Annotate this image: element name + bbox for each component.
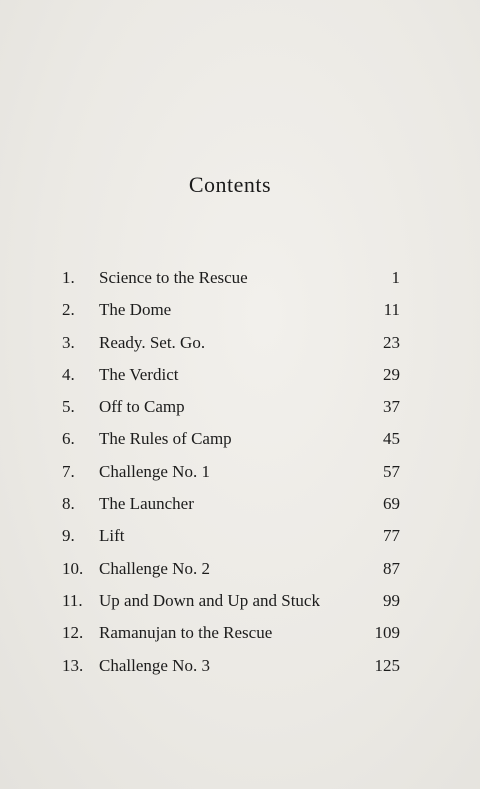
chapter-title: Ramanujan to the Rescue xyxy=(99,623,273,643)
toc-entry xyxy=(62,391,400,423)
toc-entry xyxy=(62,262,400,294)
chapter-title: Challenge No. 3 xyxy=(99,655,210,675)
chapter-title: Lift xyxy=(99,526,125,546)
page-number: 1 xyxy=(391,268,400,287)
chapter-number: 12. xyxy=(62,623,84,643)
toc-entry xyxy=(62,359,400,391)
chapter-number: 2. xyxy=(62,300,75,320)
chapter-title: The Rules of Camp xyxy=(99,429,232,449)
page-number: 23 xyxy=(383,332,400,352)
toc-entry xyxy=(62,553,400,585)
table-of-contents xyxy=(62,262,400,682)
chapter-number: 3. xyxy=(62,332,75,352)
page-number: 37 xyxy=(383,397,400,417)
chapter-title: Off to Camp xyxy=(99,397,185,417)
page-number: 99 xyxy=(383,590,400,610)
page-number: 45 xyxy=(383,429,400,449)
page-title: Contents xyxy=(188,172,272,197)
toc-entry xyxy=(62,423,400,455)
page-number: 125 xyxy=(374,655,400,675)
page-number: 87 xyxy=(383,558,400,578)
chapter-number: 7. xyxy=(62,461,75,481)
chapter-title: The Dome xyxy=(99,300,172,320)
chapter-title: The Launcher xyxy=(99,494,194,514)
page-number: 77 xyxy=(383,526,400,546)
toc-entry xyxy=(62,327,400,359)
chapter-title: Challenge No. 1 xyxy=(99,461,210,481)
chapter-number: 5. xyxy=(62,397,75,417)
chapter-number: 10. xyxy=(62,558,84,578)
toc-entry xyxy=(62,585,400,617)
page-number: 69 xyxy=(383,494,400,514)
chapter-number: 1. xyxy=(62,268,75,287)
chapter-number: 8. xyxy=(62,494,75,514)
chapter-number: 6. xyxy=(62,429,75,449)
chapter-title: Ready. Set. Go. xyxy=(99,332,206,352)
chapter-title: The Verdict xyxy=(99,364,179,384)
chapter-title: Science to the Rescue xyxy=(99,268,248,287)
toc-entry xyxy=(62,488,400,520)
toc-entry xyxy=(62,650,400,682)
toc-entry xyxy=(62,294,400,326)
toc-entry xyxy=(62,617,400,649)
chapter-number: 9. xyxy=(62,526,75,546)
toc-entry xyxy=(62,520,400,552)
chapter-number: 11. xyxy=(62,590,83,610)
page-number: 11 xyxy=(383,300,400,320)
page-number: 57 xyxy=(383,461,400,481)
toc-entry xyxy=(62,456,400,488)
chapter-title: Challenge No. 2 xyxy=(99,558,210,578)
page-number: 109 xyxy=(374,623,400,643)
chapter-number: 4. xyxy=(62,364,75,384)
chapter-title: Up and Down and Up and Stuck xyxy=(99,590,320,610)
chapter-number: 13. xyxy=(62,655,84,675)
page-number: 29 xyxy=(383,364,400,384)
